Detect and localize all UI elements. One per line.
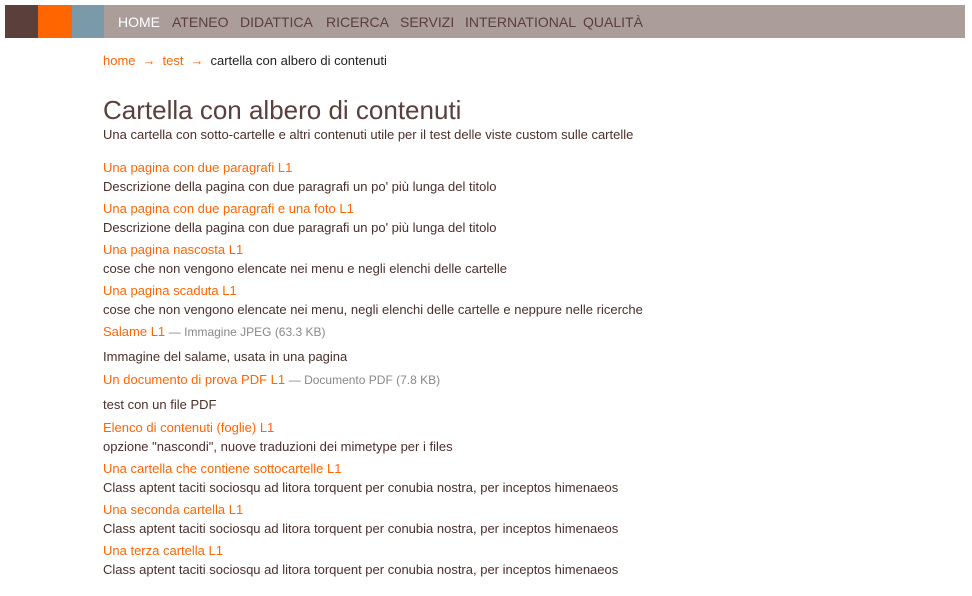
breadcrumb-test[interactable]: test [162, 53, 184, 68]
brand-block-blue [72, 5, 104, 38]
nav-ricerca[interactable]: RICERCA [326, 14, 390, 30]
list-item [103, 158, 643, 196]
item-link[interactable]: Una pagina con due paragrafi e una foto L1 [103, 201, 354, 216]
item-link[interactable]: Una pagina con due paragrafi L1 [103, 160, 293, 175]
item-description: test con un file PDF [103, 397, 217, 412]
item-description: cose che non vengono elencate nei menu e negli elenchi delle cartelle [103, 261, 508, 276]
item-link[interactable]: Un documento di prova PDF L1 [103, 372, 286, 387]
item-file-info: — Documento PDF (7.8 KB) [288, 373, 441, 387]
item-file-info: — Immagine JPEG (63.3 KB) [168, 325, 326, 339]
content-list [103, 158, 643, 582]
nav-servizi[interactable]: SERVIZI [400, 14, 455, 30]
brand-block-orange [38, 5, 72, 38]
item-description: cose che non vengono elencate nei menu, negli elenchi delle cartelle e neppure nelle ricerche [103, 302, 643, 317]
page-title: Cartella con albero di contenuti [103, 95, 462, 125]
item-link[interactable]: Una cartella che contiene sottocartelle L1 [103, 461, 342, 476]
list-item [103, 418, 643, 456]
item-description: Immagine del salame, usata in una pagina [103, 349, 348, 364]
list-item [103, 459, 643, 497]
list-item [103, 281, 643, 319]
list-item [103, 322, 643, 366]
top-navigation [5, 5, 965, 38]
nav-international[interactable]: INTERNATIONAL [465, 14, 576, 30]
breadcrumb-current: cartella con albero di contenuti [210, 53, 387, 68]
item-link[interactable]: Una pagina nascosta L1 [103, 242, 244, 257]
item-description: opzione "nascondi", nuove traduzioni dei mimetype per i files [103, 439, 453, 454]
arrow-icon: → [190, 53, 204, 68]
list-item [103, 500, 643, 538]
nav-didattica[interactable]: DIDATTICA [240, 14, 313, 30]
item-description: Class aptent taciti sociosqu ad litora torquent per conubia nostra, per inceptos himenaeos [103, 562, 619, 577]
item-description: Descrizione della pagina con due paragrafi un po' più lunga del titolo [103, 179, 497, 194]
list-item [103, 199, 643, 237]
page-description: Una cartella con sotto-cartelle e altri contenuti utile per il test delle viste custom sulle cartelle [103, 127, 634, 142]
breadcrumb-home[interactable]: home [103, 53, 136, 68]
arrow-icon: → [142, 53, 156, 68]
list-item [103, 541, 643, 579]
nav-qualita[interactable]: QUALITÀ [583, 14, 643, 30]
item-link[interactable]: Una terza cartella L1 [103, 543, 223, 558]
list-item [103, 240, 643, 278]
item-link[interactable]: Una seconda cartella L1 [103, 502, 244, 517]
item-description: Class aptent taciti sociosqu ad litora torquent per conubia nostra, per inceptos himenaeos [103, 480, 619, 495]
nav-home[interactable]: HOME [118, 14, 160, 30]
nav-ateneo[interactable]: ATENEO [172, 14, 229, 30]
breadcrumb [103, 53, 387, 68]
list-item [103, 370, 643, 414]
item-link[interactable]: Una pagina scaduta L1 [103, 283, 237, 298]
item-link[interactable]: Salame L1 [103, 324, 166, 339]
brand-block-brown [5, 5, 38, 38]
item-description: Class aptent taciti sociosqu ad litora torquent per conubia nostra, per inceptos himenaeos [103, 521, 619, 536]
item-description: Descrizione della pagina con due paragrafi un po' più lunga del titolo [103, 220, 497, 235]
item-link[interactable]: Elenco di contenuti (foglie) L1 [103, 420, 275, 435]
